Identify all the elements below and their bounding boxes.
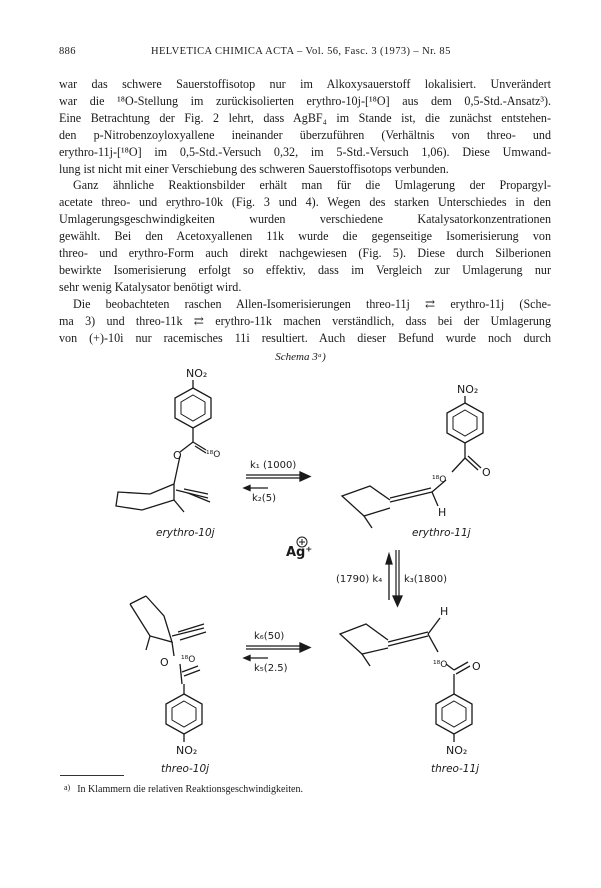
text-line: acetate threo- und erythro-10k (Fig. 3 und 4). Wegen des starken Unterschiedes in den bbox=[59, 195, 551, 210]
text-line: war die ¹⁸O-Stellung im zurückisolierten erythro-10j-[¹⁸O] aus dem 0,5-Std.-Ansatz³). bbox=[59, 93, 551, 108]
reaction-scheme bbox=[0, 360, 601, 785]
label-hydrogen: H bbox=[440, 605, 449, 618]
label-o18: ¹⁸O bbox=[432, 475, 447, 485]
label-oxygen: O bbox=[173, 449, 182, 462]
label-nitro: NO₂ bbox=[176, 744, 198, 757]
label-oxygen: O bbox=[160, 656, 169, 669]
footnote bbox=[64, 783, 303, 795]
body-text bbox=[59, 76, 551, 347]
cyclohexylidene-ring bbox=[340, 624, 388, 654]
arrow-k5-k6 bbox=[244, 643, 310, 661]
benzene-inner-ring bbox=[172, 701, 196, 727]
paragraph-1 bbox=[59, 76, 551, 177]
label-nitro: NO₂ bbox=[446, 744, 468, 757]
structure-erythro-11j bbox=[342, 396, 483, 528]
compound-label-erythro-10j: erythro-10j bbox=[156, 527, 215, 539]
text-line: Umlagerungsgeschwindigkeiten wurden verschiedene Katalysatorkonzentrationen bbox=[59, 212, 551, 227]
label-nitro: NO₂ bbox=[457, 383, 479, 396]
arrow-k3-k4 bbox=[386, 550, 402, 606]
label-k5: k₅(2.5) bbox=[254, 663, 288, 674]
label-oxygen: O bbox=[482, 466, 491, 479]
running-head: HELVETICA CHIMICA ACTA – Vol. 56, Fasc. 3 (1973) – Nr. 85 bbox=[151, 46, 451, 57]
footnote-text: In Klammern die relativen Reaktionsgeschwindigkeiten. bbox=[77, 784, 303, 795]
benzene-inner-ring bbox=[442, 701, 466, 727]
label-o18: ¹⁸O bbox=[433, 660, 448, 670]
cyclohexylidene-ring bbox=[342, 486, 390, 516]
benzene-inner-ring bbox=[453, 410, 477, 436]
label-silver-catalyst: Ag⁺ bbox=[286, 545, 313, 560]
text-line: sehr wenig Katalysator benötigt wird. bbox=[59, 279, 242, 294]
cyclohexane-ring bbox=[116, 484, 174, 510]
structure-threo-11j bbox=[340, 618, 472, 742]
text-line: Eine Betrachtung der Fig. 2 lehrt, dass AgBF₄ im Stande ist, die zunächst entstehen- bbox=[59, 110, 551, 125]
benzene-inner-ring bbox=[181, 395, 205, 421]
paragraph-3 bbox=[59, 296, 551, 347]
arrow-k1-k2 bbox=[244, 472, 310, 491]
text-line: threo- und erythro-Form auch direkt nachgewiesen (Fig. 5). Diese durch Silberionen bbox=[59, 246, 551, 261]
paragraph-2 bbox=[59, 177, 551, 295]
text-line: war das schwere Sauerstoffisotop nur im Alkoxysauerstoff lokalisiert. Unverändert bbox=[59, 77, 551, 91]
footnote-rule bbox=[60, 775, 124, 776]
text-line: von (+)-10i nur racemisches 11i resultiert. Auch dieser Befund wurde noch durch bbox=[59, 330, 551, 345]
label-k4: (1790) k₄ bbox=[336, 574, 383, 585]
label-o18: ¹⁸O bbox=[206, 450, 221, 460]
benzene-ring bbox=[175, 388, 211, 428]
cyclohexane-ring bbox=[130, 596, 172, 642]
structure-threo-10j bbox=[130, 596, 206, 742]
text-line: den p-Nitrobenzoyloxyallene ineinander überzuführen (Verhältnis von threo- und bbox=[59, 127, 551, 142]
label-k1: k₁ (1000) bbox=[250, 460, 297, 471]
structure-erythro-10j bbox=[116, 380, 211, 512]
text-line: erythro-11j-[¹⁸O] im 0,5-Std.-Versuch 0,32, im 5-Std.-Versuch 1,06). Diese Umwand- bbox=[59, 144, 551, 159]
compound-label-threo-11j: threo-11j bbox=[431, 763, 480, 775]
text-line: lung ist nicht mit einer Verschiebung des schweren Sauerstoffisotops verbunden. bbox=[59, 161, 449, 176]
label-o18: ¹⁸O bbox=[181, 655, 196, 665]
label-oxygen: O bbox=[472, 660, 481, 673]
benzene-ring bbox=[436, 694, 472, 734]
label-k3: k₃(1800) bbox=[404, 574, 448, 585]
text-line: gewählt. Bei den Acetoxyallenen 11k wurde die gegenseitige Isomerisierung von bbox=[59, 229, 551, 244]
page-number: 886 bbox=[59, 46, 76, 57]
label-nitro: NO₂ bbox=[186, 367, 208, 380]
text-line: bewirkte Isomerisierung erfolgt so effektiv, dass im Vergleich zur Umlagerung nur bbox=[59, 262, 551, 277]
benzene-ring bbox=[447, 403, 483, 443]
benzene-ring bbox=[166, 694, 202, 734]
compound-label-erythro-11j: erythro-11j bbox=[412, 527, 471, 539]
compound-label-threo-10j: threo-10j bbox=[161, 763, 210, 775]
text-line: Ganz ähnliche Reaktionsbilder erhält man für die Umlagerung der Propargyl- bbox=[73, 178, 551, 193]
label-k2: k₂(5) bbox=[252, 493, 276, 504]
label-hydrogen: H bbox=[438, 506, 447, 519]
schema-title: Schema 3ᵃ) bbox=[275, 351, 326, 363]
label-k6: k₆(50) bbox=[254, 631, 285, 642]
reaction-scheme-drawing bbox=[0, 360, 601, 780]
footnote-mark: a) bbox=[64, 783, 71, 792]
text-line: Die beobachteten raschen Allen-Isomerisierungen threo-11j ⇄ erythro-11j (Sche- bbox=[73, 296, 551, 311]
text-line: ma 3) und threo-11k ⇄ erythro-11k machen verständlich, dass bei der Umlagerung bbox=[59, 313, 551, 328]
